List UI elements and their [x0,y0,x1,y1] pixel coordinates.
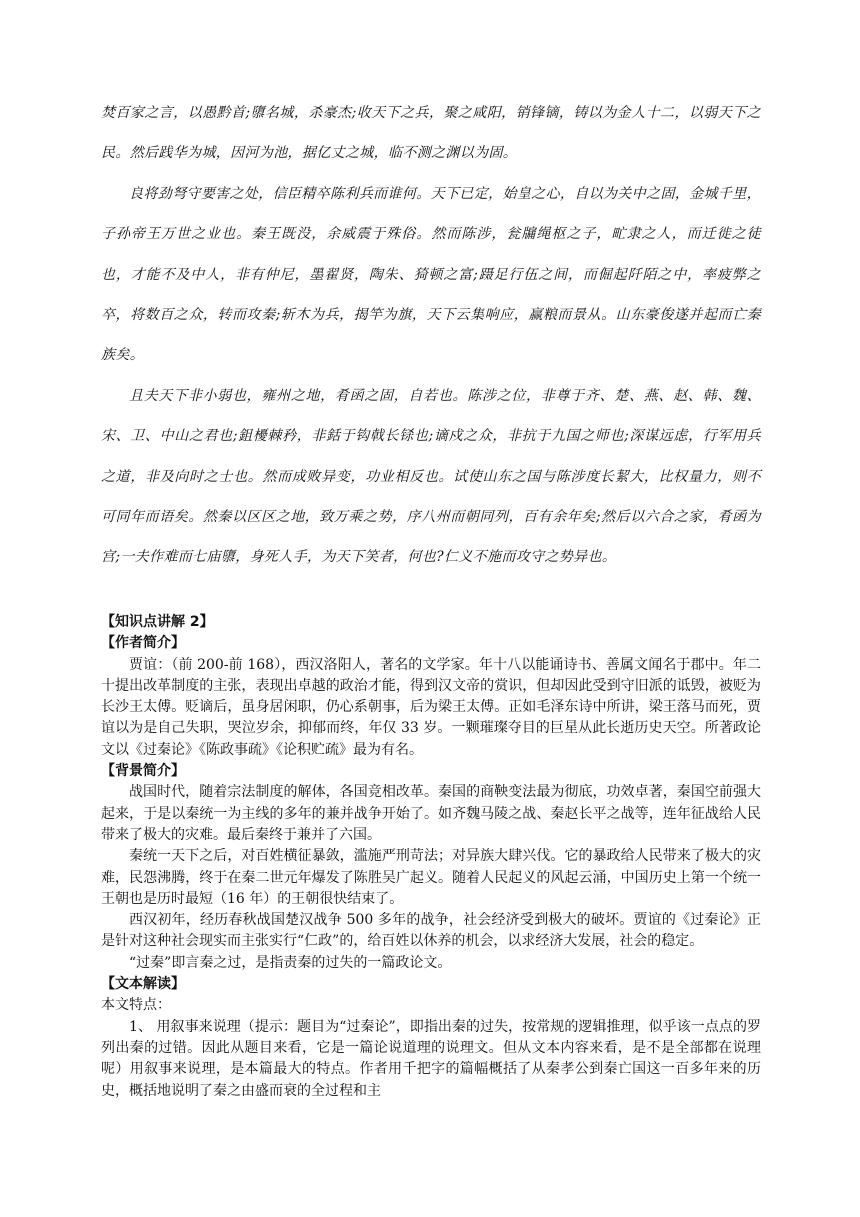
classical-text-block [101,93,761,578]
features-label: 本文特点： [101,997,171,1014]
classical-paragraph-2: 良将劲弩守要害之处，信臣精卒陈利兵而谁何。天下已定，始皇之心，自以为关中之固，金城千里，子孙帝王万世之业也。秦王既没，余威震于殊俗。然而陈涉，瓮牖绳枢之子，甿隶之人，而迁徙之徒也，才能不及中人，非有仲尼，墨翟贤，陶朱、猗顿之富;蹑足行伍之间，而倔起阡陌之中，率疲弊之卒，将数百之众，转而攻秦;斩木为兵，揭竿为旗，天下云集响应，赢粮而景从。山东豪俊遂并起而亡秦族矣。 [101,185,761,364]
feature-1-paragraph: 1、 用叙事来说理（提示：题目为“过秦论”，即指出秦的过失，按常规的逻辑推理，似乎该一点点的罗列出秦的过错。因此从题目来看，它是一篇论说道理的说理文。但从文本内容来看，是不是全部都在说理呢）用叙事来说理，是本篇最大的特点。作者用千把字的篇幅概括了从秦孝公到秦亡国这一百多年来的历史，概括地说明了秦之由盛而衰的全过程和主 [101,1018,761,1099]
author-heading: 【作者简介】 [101,635,185,652]
background-paragraph-4: “过秦”即言秦之过，是指责秦的过失的一篇政论文。 [129,954,452,971]
background-paragraph-2: 秦统一天下之后，对百姓横征暴敛，滥施严刑苛法；对异族大肆兴伐。它的暴政给人民带来了极大的灾难，民怨沸腾，终于在秦二世元年爆发了陈胜吴广起义。随着人民起义的风起云涌，中国历史上第一个统一王朝也是历时最短（16 年）的王朝很快结束了。 [101,848,761,907]
author-paragraph: 贾谊：（前 200-前 168），西汉洛阳人，著名的文学家。年十八以能诵诗书、善属文闻名于郡中。年二十提出改革制度的主张，表现出卓越的政治才能，得到汉文帝的赏识，但却因此受到守旧派的诋毁，被贬为长沙王太傅。贬谪后，虽身居闲职，仍心系朝事，后为梁王太傅。正如毛泽东诗中所讲，梁王落马而死，贾谊以为是自己失职，哭泣岁余，抑郁而终，年仅 33 岁。一颗璀璨夺目的巨星从此长逝历史天空。所著政论文以《过秦论》《陈政事疏》《论积贮疏》最为有名。 [101,656,761,758]
classical-paragraph-1: 焚百家之言，以愚黔首;隳名城，杀豪杰;收天下之兵，聚之咸阳，销锋镝，铸以为金人十二，以弱天下之民。然后践华为城，因河为池，据亿丈之城，临不测之渊以为固。 [101,105,761,162]
section-heading: 【知识点讲解 2】 [101,614,214,630]
background-heading: 【背景简介】 [101,763,185,780]
background-paragraph-3: 西汉初年，经历春秋战国楚汉战争 500 多年的战争，社会经济受到极大的破坏。贾谊的《过秦论》正是针对这种社会现实而主张实行“仁政”的，给百姓以休养的机会，以求经济大发展，社会的稳定。 [101,912,761,950]
reading-heading: 【文本解读】 [101,976,185,993]
study-notes-block [101,612,761,1102]
background-paragraph-1: 战国时代，随着宗法制度的解体，各国竞相改革。秦国的商鞅变法最为彻底，功效卓著，秦国空前强大起来，于是以秦统一为主线的多年的兼并战争开始了。如齐魏马陵之战、秦赵长平之战等，连年征战给人民带来了极大的灾难。最后秦终于兼并了六国。 [101,784,761,843]
classical-paragraph-3: 且夫天下非小弱也，雍州之地，肴函之固，自若也。陈涉之位，非尊于齐、楚、燕、赵、韩、魏、宋、卫、中山之君也;鉏櫌棘矜，非銛于钩戟长铩也;谪戍之众，非抗于九国之师也;深谋远虑，行军用兵之道，非及向时之士也。然而成败异变，功业相反也。试使山东之国与陈涉度长絜大，比权量力，则不可同年而语矣。然秦以区区之地，致万乘之势，序八州而朝同列，百有余年矣;然后以六合之家，肴函为宫;一夫作难而七庙隳，身死人手，为天下笑者，何也?仁义不施而攻守之势异也。 [101,387,761,566]
